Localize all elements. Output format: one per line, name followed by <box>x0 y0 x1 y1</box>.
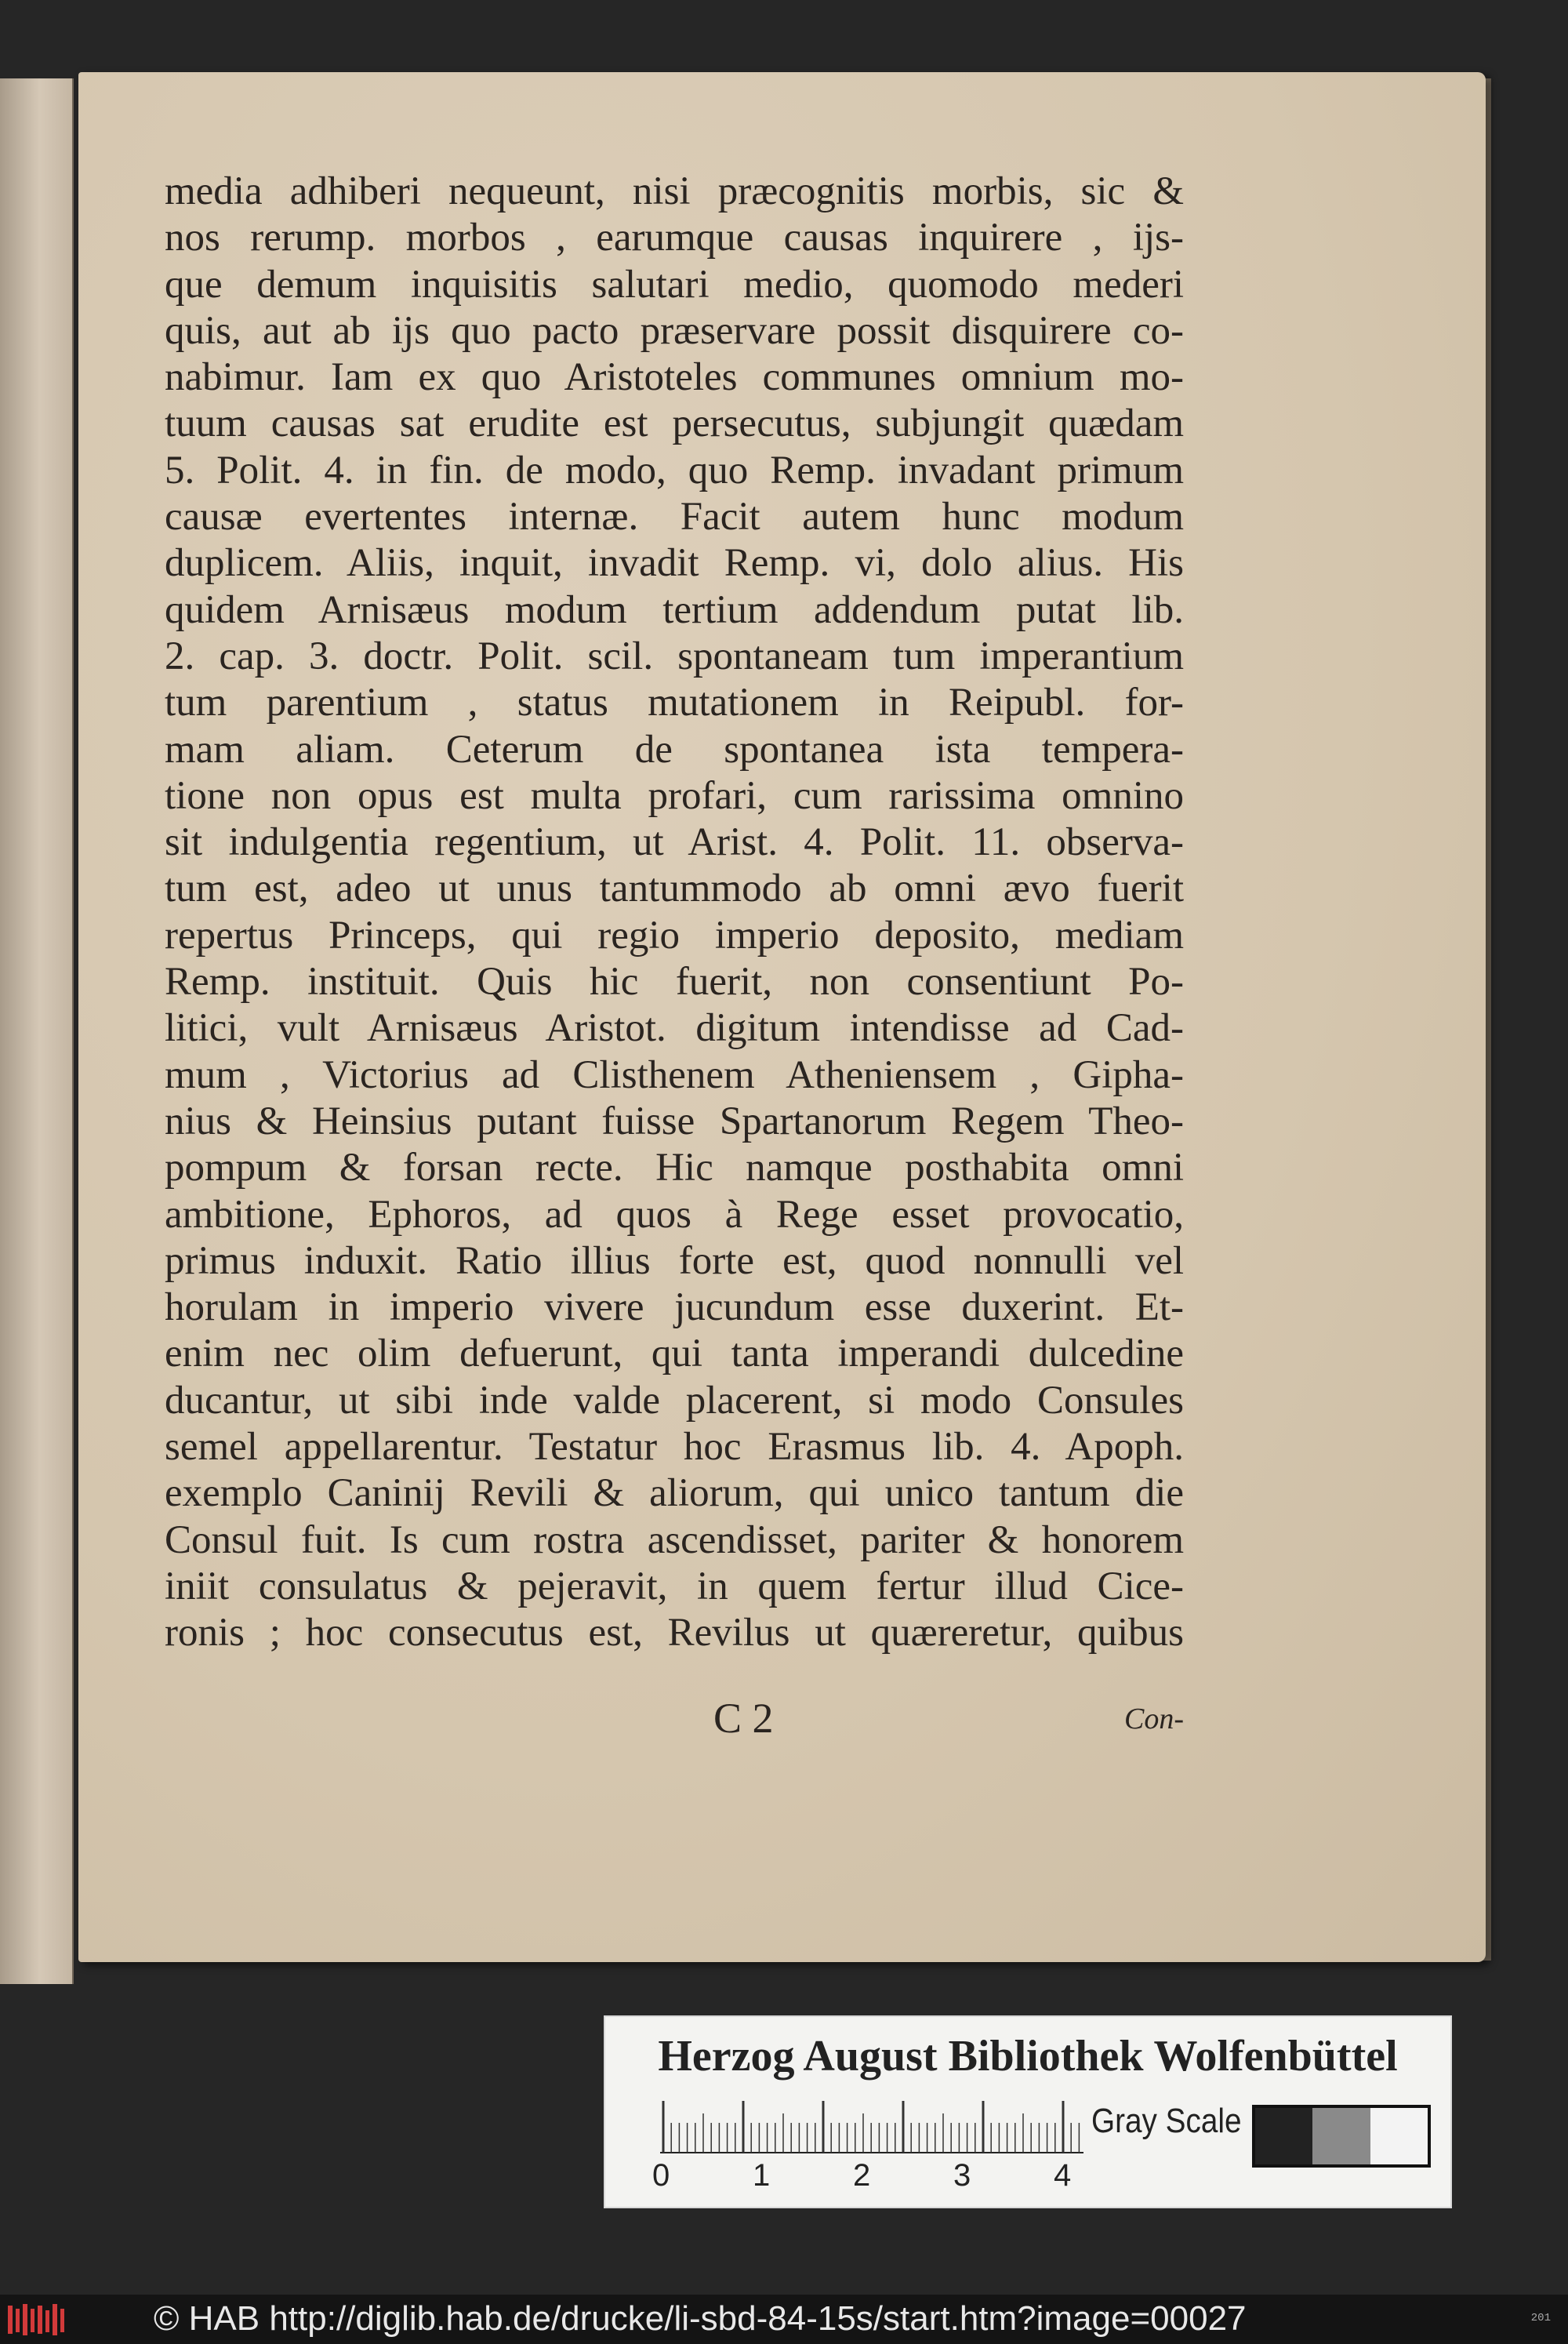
gray-scale-label: Gray Scale <box>1091 2102 1242 2140</box>
text-line: quis, aut ab ijs quo pacto præservare possit disquirere co- <box>165 308 1184 353</box>
text-line: ducantur, ut sibi inde valde placerent, si modo Consules <box>165 1378 1184 1423</box>
text-line: semel appellarentur. Testatur hoc Erasmus lib. 4. Apoph. <box>165 1425 1184 1470</box>
library-name: Herzog August Bibliothek Wolfenbüttel <box>658 2032 1398 2081</box>
ruler-number: 3 <box>953 2158 971 2193</box>
text-line: pompum & forsan recte. Hic namque posthabita omni <box>165 1146 1184 1190</box>
ruler-icon <box>660 2099 1091 2154</box>
ruler-number: 2 <box>853 2158 871 2193</box>
text-line: primus induxit. Ratio illius forte est, quod nonnulli vel <box>165 1238 1184 1283</box>
ruler-number: 4 <box>1054 2158 1072 2193</box>
ruler-number: 0 <box>652 2158 670 2193</box>
text-line: nabimur. Iam ex quo Aristoteles communes omnium mo- <box>165 355 1184 400</box>
gray-swatch <box>1370 2108 1428 2164</box>
ruler-numbers <box>652 2158 1123 2197</box>
text-line: nius & Heinsius putant fuisse Spartanorum Regem Theo- <box>165 1099 1184 1143</box>
text-line: exemplo Caninij Revili & aliorum, qui unico tantum die <box>165 1471 1184 1516</box>
text-line: tum est, adeo ut unus tantummodo ab omni ævo fuerit <box>165 867 1184 911</box>
gray-scale-swatches <box>1252 2105 1431 2168</box>
text-line: repertus Princeps, qui regio imperio deposito, mediam <box>165 913 1184 958</box>
text-line: causæ evertentes internæ. Facit autem hunc modum <box>165 495 1184 540</box>
text-line: mum , Victorius ad Clisthenem Atheniensem , Gipha- <box>165 1052 1184 1097</box>
text-line: litici, vult Arnisæus Aristot. digitum intendisse ad Cad- <box>165 1006 1184 1051</box>
text-line: Remp. instituit. Quis hic fuerit, non consentiunt Po- <box>165 960 1184 1005</box>
text-line: que demum inquisitis salutari medio, quomodo mederi <box>165 262 1184 307</box>
text-line: tuum causas sat erudite est persecutus, subjungit quædam <box>165 402 1184 446</box>
text-line: iniit consulatus & pejeravit, in quem fertur illud Cice- <box>165 1564 1184 1608</box>
text-line: quidem Arnisæus modum tertium addendum putat lib. <box>165 587 1184 632</box>
text-line: sit indulgentia regentium, ut Arist. 4. Polit. 11. observa- <box>165 820 1184 865</box>
text-line: media adhiberi nequeunt, nisi præcognitis morbis, sic & <box>165 169 1184 213</box>
text-line: Consul fuit. Is cum rostra ascendisset, pariter & honorem <box>165 1517 1184 1562</box>
text-line: nos rerump. morbos , earumque causas inquirere , ijs- <box>165 216 1184 260</box>
text-line: tum parentium , status mutationem in Reipubl. for- <box>165 681 1184 725</box>
text-line: ronis ; hoc consecutus est, Revilus ut quæreretur, quibus <box>165 1611 1184 1655</box>
page-footer <box>165 1694 1184 1741</box>
gray-swatch <box>1255 2108 1312 2164</box>
text-line: enim nec olim defuerunt, qui tanta imperandi dulcedine <box>165 1332 1184 1376</box>
copyright-link[interactable]: © HAB http://diglib.hab.de/drucke/li-sbd-84-15s/start.htm?image=00027 <box>154 2299 1247 2338</box>
page-text-block <box>165 169 1184 1657</box>
color-scale-card <box>604 2015 1452 2208</box>
catchword: Con- <box>1124 1703 1184 1735</box>
ruler-number: 1 <box>753 2158 771 2193</box>
text-line: duplicem. Aliis, inquit, invadit Remp. vi, dolo alius. His <box>165 541 1184 586</box>
image-page-number: 201 <box>1530 2312 1551 2324</box>
text-line: mam aliam. Ceterum de spontanea ista tempera- <box>165 727 1184 772</box>
book-page-stack-edge <box>0 78 74 1984</box>
text-line: tione non opus est multa profari, cum rarissima omnino <box>165 773 1184 818</box>
text-line: ambitione, Ephoros, ad quos à Rege esset provocatio, <box>165 1192 1184 1237</box>
footer-bar <box>0 2295 1568 2344</box>
gray-swatch <box>1312 2108 1370 2164</box>
text-line: 2. cap. 3. doctr. Polit. scil. spontaneam tum imperantium <box>165 634 1184 678</box>
text-line: 5. Polit. 4. in fin. de modo, quo Remp. invadant primum <box>165 448 1184 492</box>
hab-logo-icon <box>6 2301 69 2339</box>
signature-mark: C 2 <box>713 1695 774 1742</box>
text-line: horulam in imperio vivere jucundum esse duxerint. Et- <box>165 1285 1184 1330</box>
